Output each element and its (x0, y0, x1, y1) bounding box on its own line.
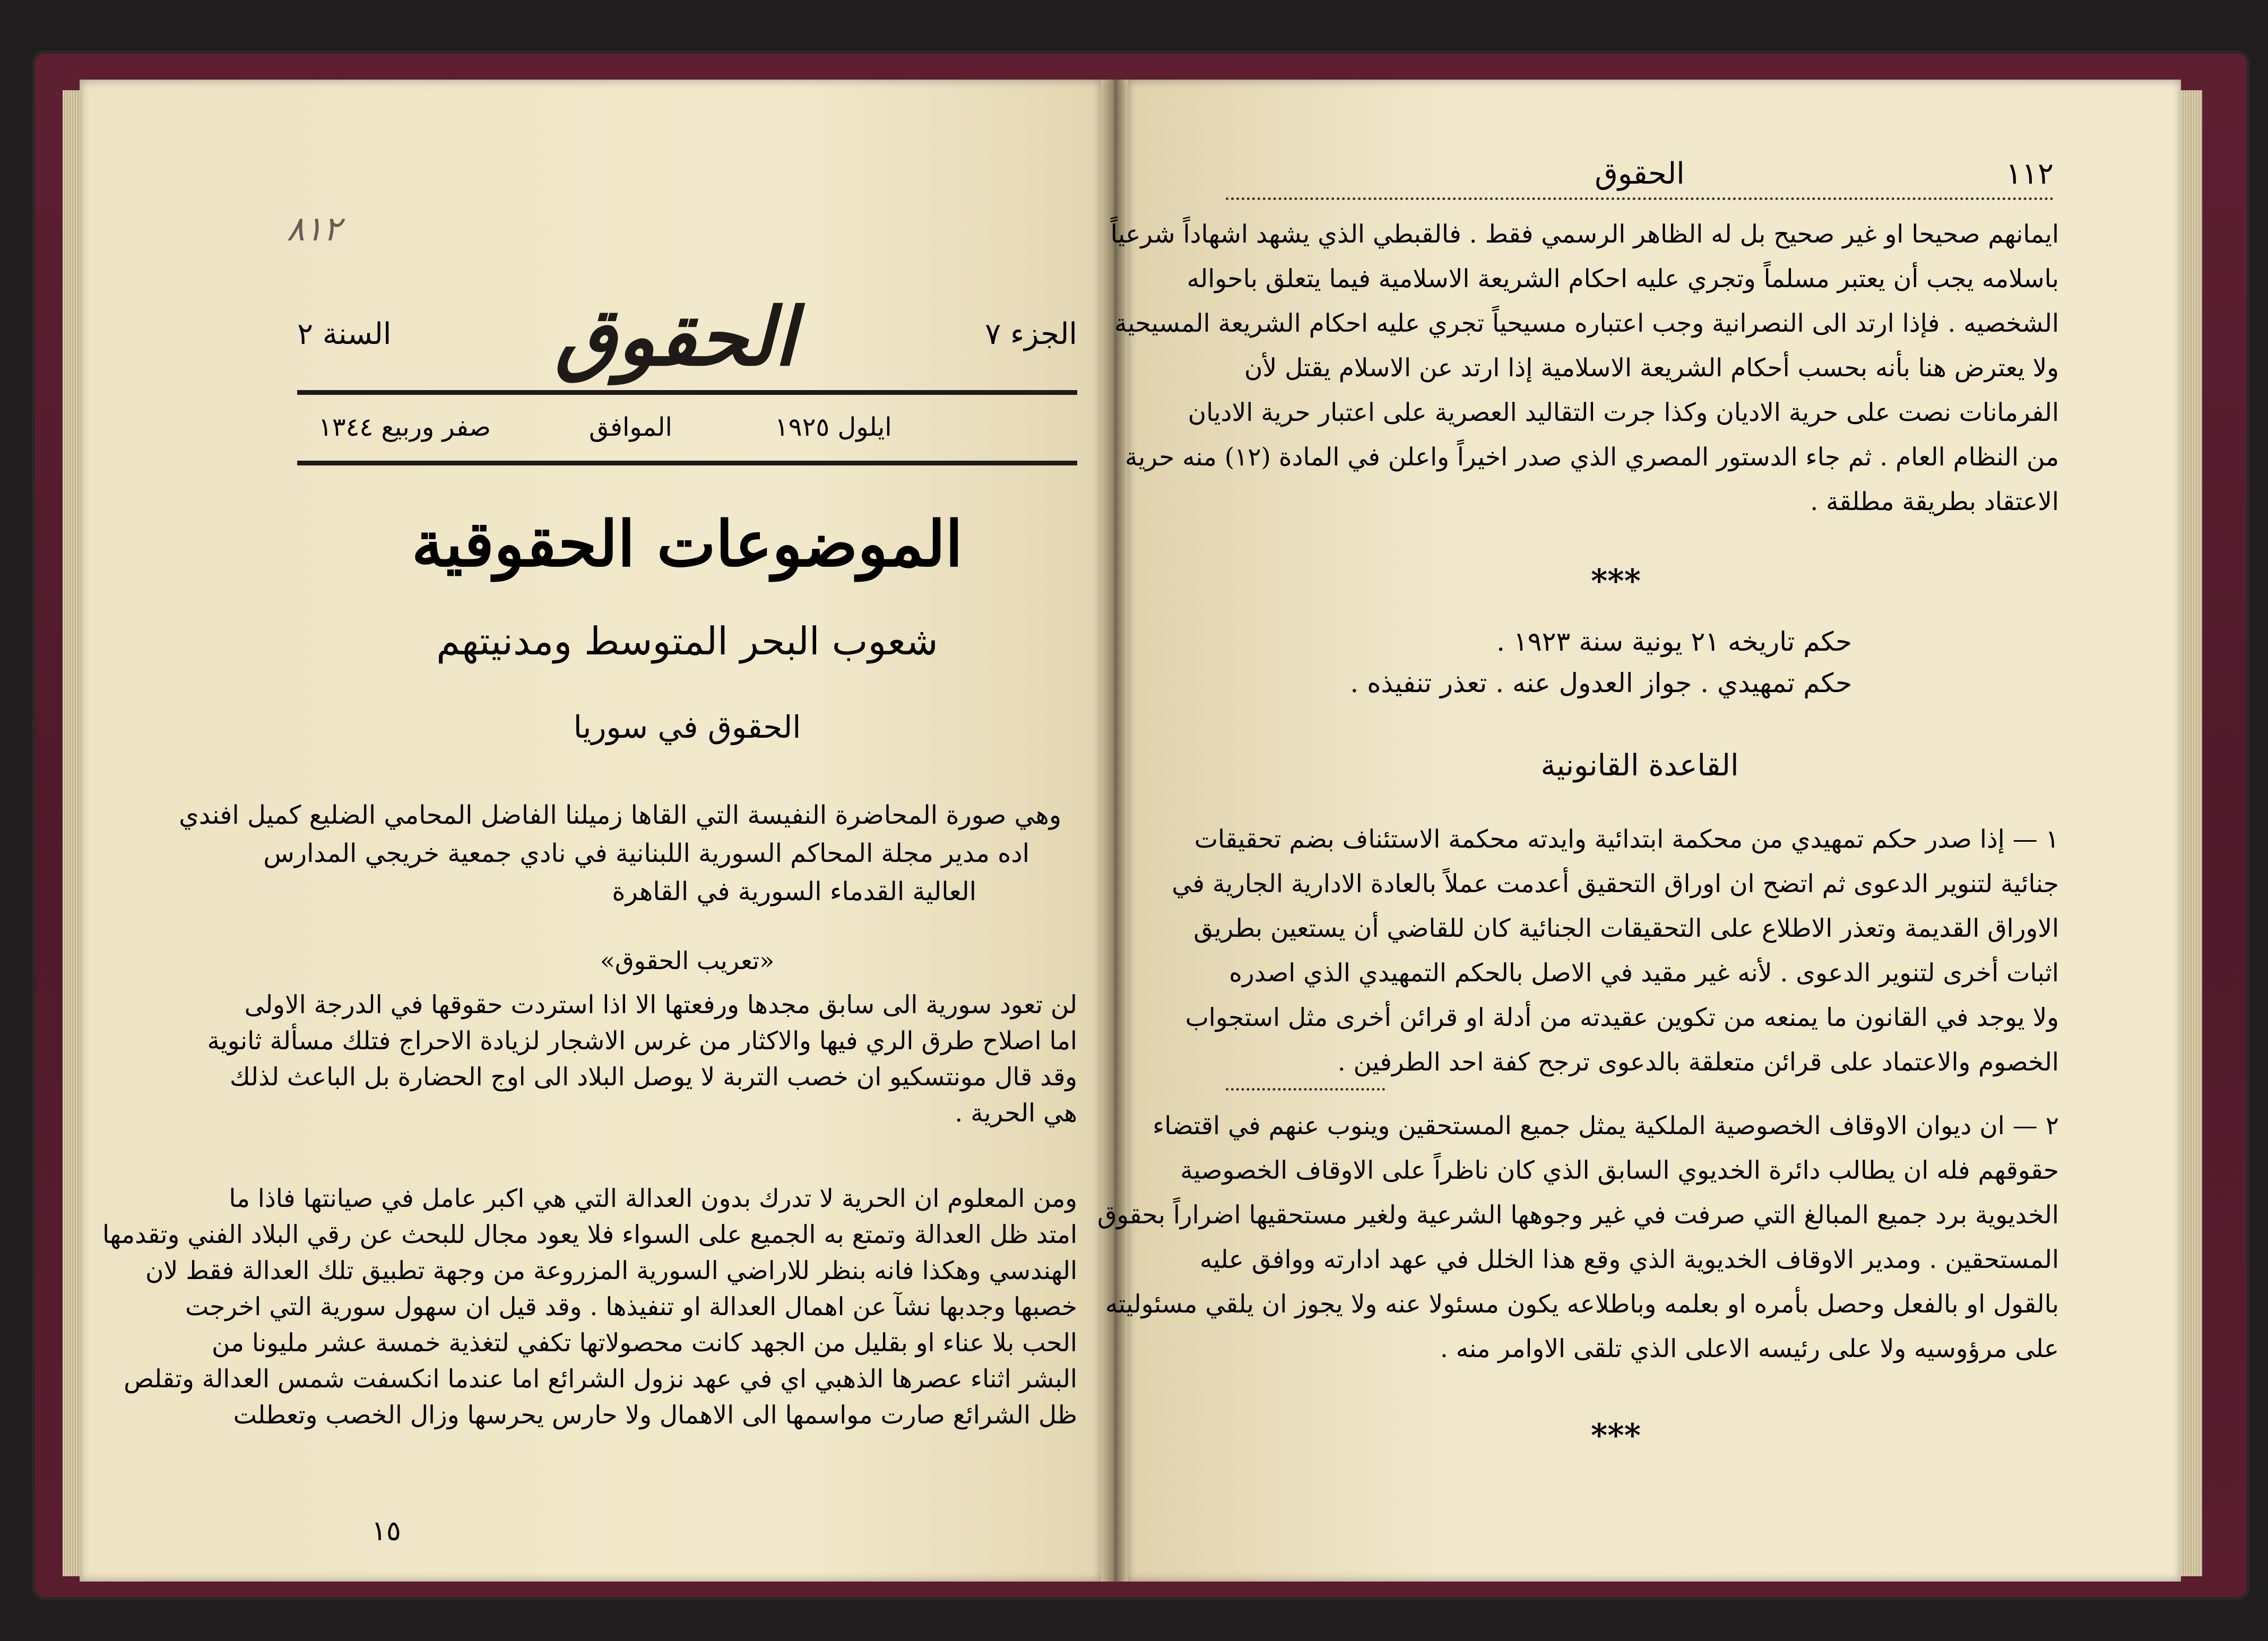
header-dotted-rule (1226, 197, 2054, 200)
right-paragraph-2 (1172, 817, 2059, 1085)
page-edges-left (63, 90, 80, 1576)
masthead-corresponding: الموافق (589, 412, 672, 442)
running-header (1226, 157, 2054, 199)
text-line: خصبها وجدبها نشآ عن اهمال العدالة او تنفيذها . وقد قيل ان سهول سورية التي اخرجت (185, 1292, 1077, 1322)
left-paragraph-1 (207, 987, 1077, 1132)
left-paragraph-2 (102, 1181, 1077, 1433)
text-line: جنائية لتنوير الدعوى ثم اتضح ان اوراق التحقيق أعدمت عملاً بالعادة الادارية الجارية في (1172, 869, 2059, 899)
end-separator: *** (1590, 1417, 1641, 1454)
text-line: حقوقهم فله ان يطالب دائرة الخديوي السابق الذي كان ناظراً على الاوقاف الخصوصية (1180, 1156, 2059, 1185)
handwritten-page-note: ٨١٢ (287, 210, 342, 249)
intro-line: اده مدير مجلة المحاكم السورية اللبنانية في نادي جمعية خريجي المدارس (263, 839, 1029, 868)
text-line: الاعتقاد بطريقة مطلقة . (1810, 487, 2059, 516)
masthead-rule-bottom (297, 461, 1077, 465)
section-dotted-rule (1226, 1088, 1385, 1091)
article-subtitle-secondary: الحقوق في سوريا (573, 709, 801, 745)
right-paragraph-1 (1110, 212, 2059, 524)
text-line: الهندسي وهكذا فانه بنظر للاراضي السورية المزروعة من وجهة تطبيق تلك العدالة فقط لان (145, 1256, 1077, 1285)
text-line: اما اصلاح طرق الري فيها والاكثار من غرس الاشجار لزيادة الاحراج فتلك مسألة ثانوية (207, 1026, 1077, 1056)
text-line: باسلامه يجب أن يعتبر مسلماً وتجري عليه احكام الشريعة الاسلامية فيما يتعلق باحواله (1187, 264, 2059, 293)
text-line: على مرؤوسيه ولا على رئيسه الاعلى الذي تلقى الاوامر منه . (1440, 1334, 2059, 1363)
text-line: الخصوم والاعتماد على قرائن متعلقة بالدعوى ترجح كفة احد الطرفين . (1337, 1048, 2059, 1077)
text-line: الحب بلا عناء او بقليل من الجهد كانت محصولاتها تكفي لتغذية خمسة عشر مليونا من (211, 1328, 1077, 1358)
page-edges-right (2181, 90, 2202, 1576)
masthead-date-hijri: صفر وربيع ١٣٤٤ (318, 412, 491, 442)
page-number: ١١٢ (2005, 157, 2054, 191)
masthead-year: السنة ٢ (297, 317, 392, 351)
text-line: لن تعود سورية الى سابق مجدها ورفعتها الا اذا استردت حقوقها في الدرجة الاولى (244, 990, 1077, 1020)
text-line: بالقول او بالفعل وحصل بأمره او بعلمه وباطلاعه يكون مسئولا عنه ولا يجوز ان يلقي مسئوليته (1105, 1290, 2059, 1319)
text-line: ٢ — ان ديوان الاوقاف الخصوصية الملكية يمثل جميع المستحقين وينوب عنهم في اقتضاء (1153, 1111, 2059, 1141)
text-line: الاوراق القديمة وتعذر الاطلاع على التحقيقات الجنائية كان للقاضي أن يستعين بطريق (1193, 914, 2059, 943)
text-line: امتد ظل العدالة وتمتع به الجميع على السواء فلا يعود مجال للبحث عن رقي البلاد الفني وتقدمها (102, 1220, 1077, 1249)
masthead-title: الحقوق (555, 290, 796, 384)
text-line: الخديوية برد جميع المبالغ التي صرفت في غير وجوهها الشرعية ولغير مستحقيها اضراراً بحقوق (1097, 1200, 2059, 1230)
text-line: البشر اثناء عصرها الذهبي اي في عهد نزول الشرائع اما عندما انكسفت شمس العدالة وتقلص (124, 1364, 1077, 1394)
text-line: ظل الشرائع صارت مواسمها الى الاهمال ولا حارس يحرسها وزال الخصب وتعطلت (233, 1401, 1077, 1430)
text-line: وقد قال مونتسكيو ان خصب التربة لا يوصل البلاد الى اوج الحضارة بل الباعث لذلك (230, 1063, 1077, 1092)
running-title: الحقوق (1595, 157, 1685, 191)
text-line: ايمانهم صحيحا او غير صحيح بل له الظاهر الرسمي فقط . فالقبطي الذي يشهد اشهاداً شرعياً (1110, 220, 2059, 249)
masthead-issue: الجزء ٧ (985, 317, 1077, 351)
text-line: الشخصيه . فإذا ارتد الى النصرانية وجب اعتباره مسيحياً تجري عليه احكام الشريعة المسيحية (1114, 309, 2059, 338)
text-line: هي الحرية . (955, 1099, 1077, 1128)
right-paragraph-3 (1097, 1104, 2059, 1371)
legal-rule-heading: القاعدة القانونية (1540, 748, 1739, 783)
intro-line: وهي صورة المحاضرة النفيسة التي القاها زميلنا الفاضل المحامي الضليع كميل افندي (179, 800, 1061, 830)
article-intro (179, 796, 1061, 911)
ruling-line: حكم تمهيدي . جواز العدول عنه . تعذر تنفيذه . (1350, 668, 1852, 698)
text-line: المستحقين . ومدير الاوقاف الخديوية الذي وقع هذا الخلل في عهد ادارته ووافق عليه (1199, 1245, 2059, 1274)
text-line: ومن المعلوم ان الحرية لا تدرك بدون العدالة التي هي اكبر عامل في صيانتها فاذا ما (229, 1184, 1077, 1213)
article-subtitle: شعوب البحر المتوسط ومدنيتهم (436, 619, 938, 663)
ruling-summary (1226, 621, 2054, 704)
article-title: الموضوعات الحقوقية (411, 507, 963, 581)
intro-line: العالية القدماء السورية في القاهرة (612, 877, 976, 906)
translation-credit: «تعريب الحقوق» (600, 946, 775, 975)
text-line: من النظام العام . ثم جاء الدستور المصري الذي صدر اخيراً واعلن في المادة (١٢) منه حرية (1125, 443, 2059, 472)
masthead-rule-top (297, 390, 1077, 395)
section-separator: *** (1590, 563, 1641, 600)
text-line: اثبات أخرى لتنوير الدعوى . لأنه غير مقيد في الاصل بالحكم التمهيدي الذي اصدره (1229, 958, 2059, 988)
signature-folio: ١٥ (371, 1515, 401, 1547)
masthead-date-gregorian: ايلول ١٩٢٥ (775, 412, 892, 442)
text-line: ١ — إذا صدر حكم تمهيدي من محكمة ابتدائية وايدته محكمة الاستئناف بضم تحقيقات (1194, 825, 2059, 854)
text-line: الفرمانات نصت على حرية الاديان وكذا جرت التقاليد العصرية على اعتبار حرية الاديان (1188, 398, 2059, 427)
ruling-line: حكم تاريخه ٢١ يونية سنة ١٩٢٣ . (1496, 626, 1852, 657)
text-line: ولا يعترض هنا بأنه بحسب أحكام الشريعة الاسلامية إذا ارتد عن الاسلام يقتل لأن (1244, 353, 2059, 383)
text-line: ولا يوجد في القانون ما يمنعه من تكوين عقيدته من أدلة او قرائن أخرى مثل استجواب (1185, 1003, 2059, 1032)
